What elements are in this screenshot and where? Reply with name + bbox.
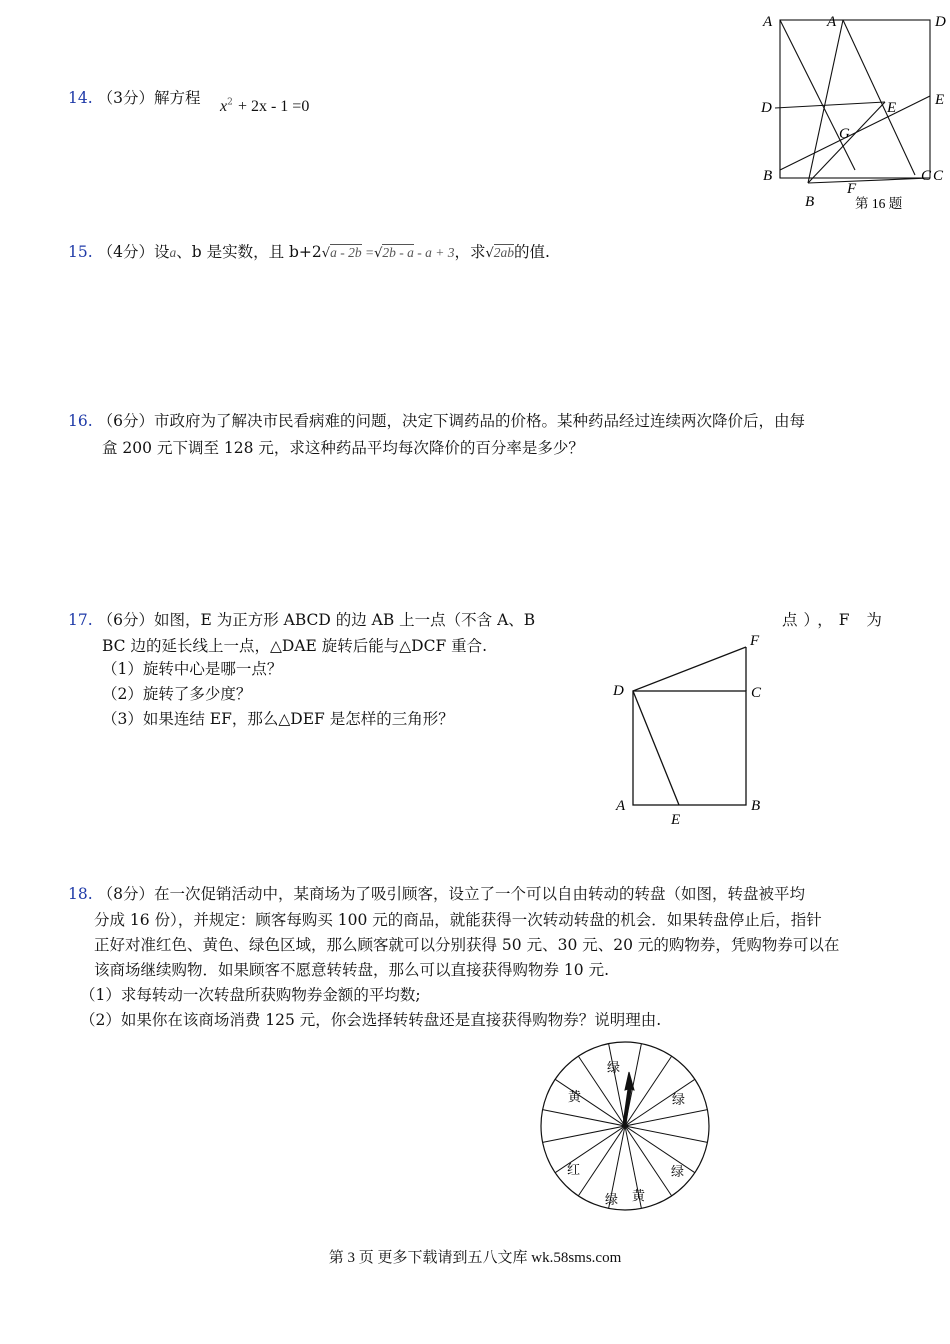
eq-rest: + 2x - 1 =0: [237, 98, 310, 115]
fig16-label: B: [763, 168, 773, 184]
question-text: ，求: [454, 243, 486, 261]
wheel-label: 黄: [632, 1189, 646, 1204]
wheel-label: 绿: [672, 1093, 686, 1108]
radicand: 2ab: [493, 245, 515, 260]
question-text: 、b 是实数，且 b+2: [176, 243, 322, 261]
question-18: [68, 882, 805, 904]
question-16-line2: 盒 200 元下调至 128 元，求这种药品平均每次降价的百分率是多少？: [102, 439, 584, 457]
fig17-line-DF: [633, 647, 746, 691]
wheel-label: 绿: [605, 1193, 619, 1208]
fig17-line-DE: [633, 691, 679, 805]
wheel-label: 黄: [568, 1090, 582, 1105]
variable-a: a: [169, 245, 177, 260]
fig16-label: A: [763, 14, 773, 30]
question-text: （4分）设: [97, 243, 170, 261]
spinner-wheel: [535, 1038, 715, 1218]
fig16-caption: 第 16 题: [855, 196, 903, 211]
question-text: 的值.: [514, 243, 550, 261]
radicand: a - 2b: [330, 245, 362, 260]
fig17-label: B: [751, 798, 761, 814]
question-17-sub2: （2）旋转了多少度？: [102, 685, 252, 703]
fig17-label: F: [750, 633, 760, 649]
fig16-line: [808, 178, 930, 183]
fig16-label: E: [887, 100, 897, 116]
equals: =: [361, 245, 375, 260]
question-18-line4: 该商场继续购物．如果顾客不愿意转转盘，那么可以直接获得购物券 10 元.: [94, 961, 610, 979]
question-18-sub1: （1）求每转动一次转盘所获购物券金额的平均数;: [80, 986, 421, 1004]
figure-16: [755, 10, 950, 215]
fig16-line: [780, 20, 855, 170]
figure-17: [605, 625, 785, 835]
fig17-label: C: [751, 685, 762, 701]
question-text: （8分）在一次促销活动中，某商场为了吸引顾客，设立了一个可以自由转动的转盘（如图，转盘被平均: [97, 885, 805, 903]
fig16-line: [808, 20, 843, 183]
fig16-label: F: [847, 181, 857, 197]
expression-tail: - a + 3: [413, 245, 455, 260]
question-17-line1-end: 点），F 为: [782, 611, 888, 629]
question-number: 16.: [68, 412, 93, 430]
question-points: （3分）解方程: [97, 89, 201, 107]
question-16: [68, 409, 805, 431]
sqrt-sign: √: [321, 246, 331, 261]
fig16-label: D: [935, 14, 946, 30]
question-number: 17.: [68, 611, 93, 629]
wheel-label: 绿: [607, 1061, 621, 1076]
sqrt-sign: √: [485, 246, 494, 261]
pointer-arrow: [623, 1072, 634, 1124]
fig16-label: C: [921, 168, 932, 184]
question-number: 18.: [68, 885, 93, 903]
eq-exponent: 2: [227, 97, 233, 108]
fig16-label: A: [827, 14, 837, 30]
wheel-label: 绿: [671, 1165, 685, 1180]
page-footer: 第 3 页 更多下载请到五八文库 wk.58sms.com: [328, 1250, 622, 1266]
question-18-line3: 正好对准红色、黄色、绿色区域，那么顾客就可以分别获得 50 元、30 元、20 元的购物券，凭购物券可以在: [94, 936, 840, 954]
equation-14: [220, 96, 309, 116]
fig16-line: [808, 102, 885, 183]
fig16-label: B: [805, 194, 815, 210]
question-17: [68, 608, 535, 630]
question-number: 15.: [68, 243, 93, 261]
fig16-square: [780, 20, 930, 178]
fig16-label: D: [761, 100, 772, 116]
question-18-line2: 分成 16 份），并规定：顾客每购买 100 元的商品，就能获得一次转动转盘的机会．如果转盘停止后，指针: [94, 911, 822, 929]
question-text: （6分）市政府为了解决市民看病难的问题，决定下调药品的价格。某种药品经过连续两次降价后，由每: [97, 412, 805, 430]
fig16-label: G: [839, 126, 850, 142]
wheel-label: 红: [567, 1163, 581, 1178]
question-18-sub2: （2）如果你在该商场消费 125 元，你会选择转转盘还是直接获得购物券？说明理由.: [80, 1011, 662, 1029]
fig17-label: E: [671, 812, 681, 828]
question-17-line2: BC 边的延长线上一点，△DAE 旋转后能与△DCF 重合.: [102, 637, 488, 655]
fig16-label: E: [935, 92, 945, 108]
fig17-label: A: [616, 798, 626, 814]
question-text: （6分）如图，E 为正方形 ABCD 的边 AB 上一点（不含 A、B: [97, 611, 536, 629]
question-15: [68, 240, 550, 262]
question-14: [68, 86, 200, 108]
radicand: 2b - a: [382, 245, 414, 260]
fig17-square: [633, 691, 746, 805]
fig16-label: C: [933, 168, 944, 184]
eq-variable: x: [220, 98, 228, 115]
fig16-line: [843, 20, 915, 175]
question-number: 14.: [68, 89, 93, 107]
question-17-sub3: （3）如果连结 EF，那么△DEF 是怎样的三角形？: [102, 710, 454, 728]
fig16-line: [775, 102, 885, 108]
fig17-label: D: [613, 683, 624, 699]
question-17-sub1: （1）旋转中心是哪一点？: [102, 660, 283, 678]
sqrt-sign: √: [374, 246, 383, 261]
